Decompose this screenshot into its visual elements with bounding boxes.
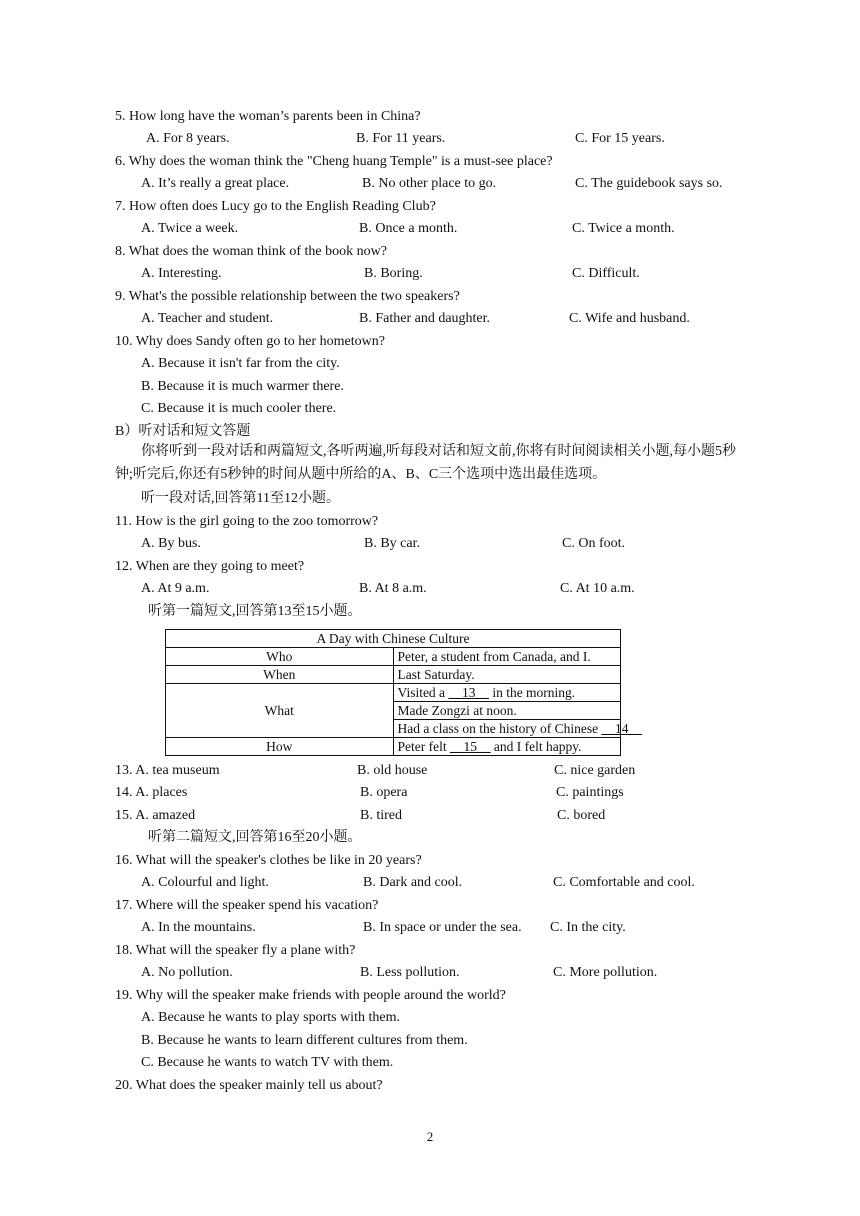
table-title: A Day with Chinese Culture [166,630,621,648]
what-3-text: Had a class on the history of Chinese [397,720,602,736]
how-text: Peter felt [397,738,450,754]
question-8: 8. What does the woman think of the book now? [115,244,387,259]
q7-option-a: A. Twice a week. [141,221,239,236]
blank-15: __15__ [449,738,491,754]
q12-option-c: C. At 10 a.m. [560,581,635,596]
section-b-heading: B）听对话和短文答题 [115,424,251,439]
blank-14: __14__ [601,720,642,736]
q17-option-b: B. In space or under the sea. [363,920,522,935]
question-18: 18. What will the speaker fly a plane with? [115,943,356,958]
question-16: 16. What will the speaker's clothes be like in 20 years? [115,853,422,868]
table-row [166,738,621,756]
table-row [166,666,621,684]
culture-table [165,629,642,756]
q6-option-b: B. No other place to go. [362,176,497,191]
q9-option-b: B. Father and daughter. [359,311,491,326]
q8-option-c: C. Difficult. [572,266,640,281]
q11-option-c: C. On foot. [562,536,625,551]
question-5: 5. How long have the woman’s parents been in China? [115,109,421,124]
q14-option-b: B. opera [360,785,408,800]
how-value [393,738,621,756]
q7-option-b: B. Once a month. [359,221,458,236]
page-number: 2 [426,1129,434,1144]
who-label: Who [166,648,394,666]
table-row [166,648,621,666]
how-text-end: and I felt happy. [490,738,582,754]
q19-option-c: C. Because he wants to watch TV with them. [141,1055,394,1070]
q19-option-b: B. Because he wants to learn different cultures from them. [141,1033,468,1048]
question-6: 6. Why does the woman think the "Cheng huang Temple" is a must-see place? [115,154,553,169]
question-10: 10. Why does Sandy often go to her hometown? [115,334,385,349]
dialogue-note: 听一段对话,回答第11至12小题。 [141,491,340,506]
what-label: What [166,684,394,738]
q5-option-b: B. For 11 years. [356,131,446,146]
q7-option-c: C. Twice a month. [572,221,675,236]
q15-option-b: B. tired [360,808,402,823]
when-label: When [166,666,394,684]
table-row [166,684,621,702]
q13-option-a: 13. A. tea museum [115,763,220,778]
q16-option-a: A. Colourful and light. [141,875,269,890]
question-11: 11. How is the girl going to the zoo tomorrow? [115,514,379,529]
blank-13: __13__ [448,684,489,700]
what-value-3 [393,720,642,738]
q10-option-a: A. Because it isn't far from the city. [141,356,340,371]
q19-option-a: A. Because he wants to play sports with them. [141,1010,400,1025]
who-value: Peter, a student from Canada, and I. [393,648,621,666]
q17-option-a: A. In the mountains. [141,920,256,935]
what-value-1 [393,684,621,702]
passage1-note: 听第一篇短文,回答第13至15小题。 [148,604,362,619]
q15-option-c: C. bored [557,808,606,823]
question-9: 9. What's the possible relationship between the two speakers? [115,289,460,304]
q18-option-c: C. More pollution. [553,965,658,980]
question-17: 17. Where will the speaker spend his vacation? [115,898,379,913]
q16-option-b: B. Dark and cool. [363,875,463,890]
q18-option-a: A. No pollution. [141,965,233,980]
question-12: 12. When are they going to meet? [115,559,305,574]
q12-option-a: A. At 9 a.m. [141,581,210,596]
question-19: 19. Why will the speaker make friends with people around the world? [115,988,506,1003]
q6-option-c: C. The guidebook says so. [575,176,723,191]
q5-option-c: C. For 15 years. [575,131,665,146]
q6-option-a: A. It’s really a great place. [141,176,290,191]
q13-option-b: B. old house [357,763,428,778]
q13-option-c: C. nice garden [554,763,636,778]
question-20: 20. What does the speaker mainly tell us about? [115,1078,383,1093]
section-b-instructions: 你将听到一段对话和两篇短文,各听两遍,听每段对话和短文前,你将有时间阅读相关小题,每小题5秒钟;听完后,你还有5秒钟的时间从题中所给的A、B、C三个选项中选出最佳选项。 [115,444,736,482]
q10-option-b: B. Because it is much warmer there. [141,379,344,394]
what-1-text: Visited a [397,684,449,700]
table-row [166,630,621,648]
q8-option-b: B. Boring. [364,266,423,281]
q14-option-a: 14. A. places [115,785,188,800]
q15-option-a: 15. A. amazed [115,808,196,823]
q9-option-c: C. Wife and husband. [569,311,690,326]
q11-option-b: B. By car. [364,536,420,551]
when-value: Last Saturday. [393,666,621,684]
q8-option-a: A. Interesting. [141,266,222,281]
what-value-2: Made Zongzi at noon. [393,702,621,720]
q17-option-c: C. In the city. [550,920,626,935]
q5-option-a: A. For 8 years. [146,131,230,146]
q11-option-a: A. By bus. [141,536,201,551]
q10-option-c: C. Because it is much cooler there. [141,401,337,416]
q14-option-c: C. paintings [556,785,624,800]
what-1-text-end: in the morning. [488,684,576,700]
q16-option-c: C. Comfortable and cool. [553,875,695,890]
q12-option-b: B. At 8 a.m. [359,581,427,596]
q9-option-a: A. Teacher and student. [141,311,274,326]
q18-option-b: B. Less pollution. [360,965,460,980]
passage2-note: 听第二篇短文,回答第16至20小题。 [148,830,362,845]
how-label: How [166,738,394,756]
question-7: 7. How often does Lucy go to the English Reading Club? [115,199,436,214]
